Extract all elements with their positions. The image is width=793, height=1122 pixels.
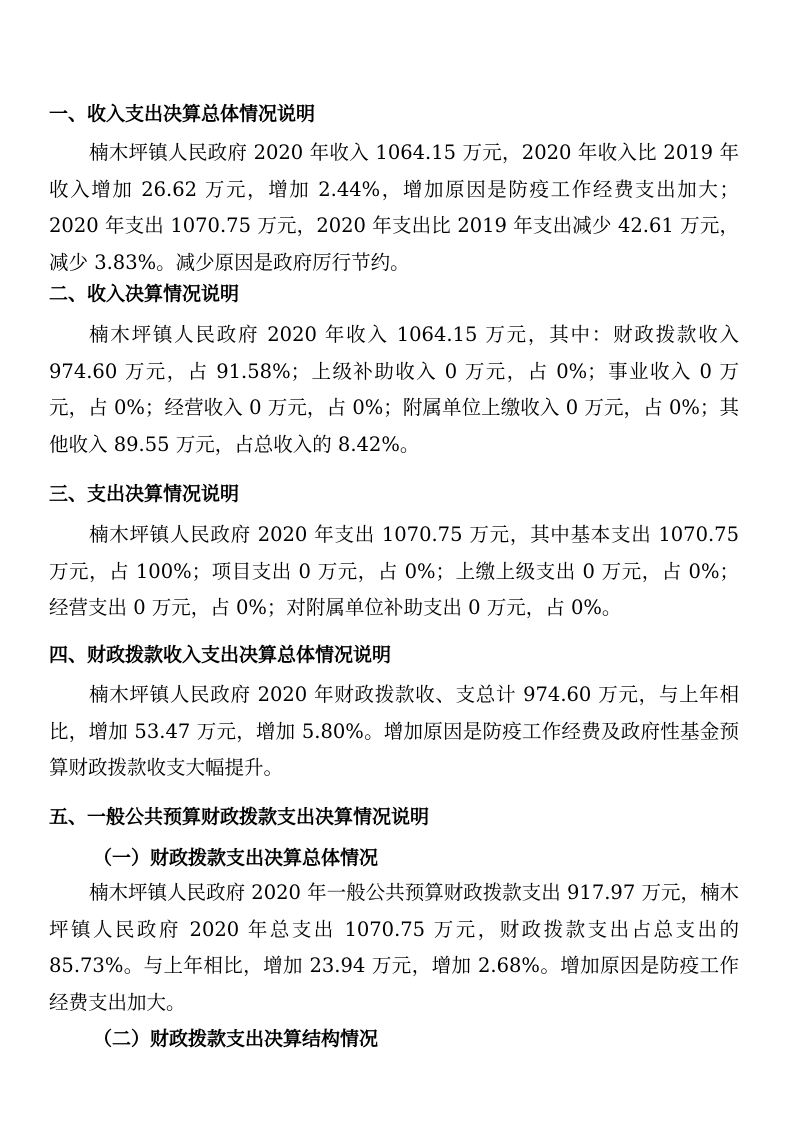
subsection-heading-1: （一）财政拨款支出决算总体情况 bbox=[93, 847, 379, 869]
section-heading-5: 五、一般公共预算财政拨款支出决算情况说明 bbox=[49, 806, 430, 828]
section-heading-4: 四、财政拨款收入支出决算总体情况说明 bbox=[49, 644, 392, 666]
subsection-heading-2: （二）财政拨款支出决算结构情况 bbox=[93, 1028, 379, 1050]
subsection-paragraph-1: 楠木坪镇人民政府 2020 年一般公共预算财政拨款支出 917.97 万元，楠木坪镇人民政府 2020 年总支出 1070.75 万元，财政拨款支出占总支出的 85.73%。与上年相比，增加 23.94 万元，增加 2.68%。增加原因是防疫工作经费支出加大。 bbox=[49, 881, 739, 1014]
section-heading-3: 三、支出决算情况说明 bbox=[49, 483, 240, 505]
section-paragraph-4: 楠木坪镇人民政府 2020 年财政拨款收、支总计 974.60 万元，与上年相比，增加 53.47 万元，增加 5.80%。增加原因是防疫工作经费及政府性基金预算财政拨款收支大幅提升。 bbox=[49, 683, 739, 779]
section-heading-2: 二、收入决算情况说明 bbox=[49, 283, 240, 305]
section-heading-1: 一、收入支出决算总体情况说明 bbox=[49, 103, 316, 125]
section-paragraph-3: 楠木坪镇人民政府 2020 年支出 1070.75 万元，其中基本支出 1070.75 万元，占 100%；项目支出 0 万元，占 0%；上缴上级支出 0 万元，占 0%；经营支出 0 万元，占 0%；对附属单位补助支出 0 万元，占 0%。 bbox=[49, 523, 739, 619]
section-paragraph-2: 楠木坪镇人民政府 2020 年收入 1064.15 万元，其中：财政拨款收入 974.60 万元，占 91.58%；上级补助收入 0 万元，占 0%；事业收入 0 万元，占 0%；经营收入 0 万元，占 0%；附属单位上缴收入 0 万元，占 0%；其他收入 89.55 万元，占总收入的 8.42%。 bbox=[49, 323, 739, 456]
section-paragraph-1: 楠木坪镇人民政府 2020 年收入 1064.15 万元，2020 年收入比 2019 年收入增加 26.62 万元，增加 2.44%，增加原因是防疫工作经费支出加大；2020 年支出 1070.75 万元，2020 年支出比 2019 年支出减少 42.61 万元，减少 3.83%。减少原因是政府厉行节约。 bbox=[49, 141, 739, 274]
